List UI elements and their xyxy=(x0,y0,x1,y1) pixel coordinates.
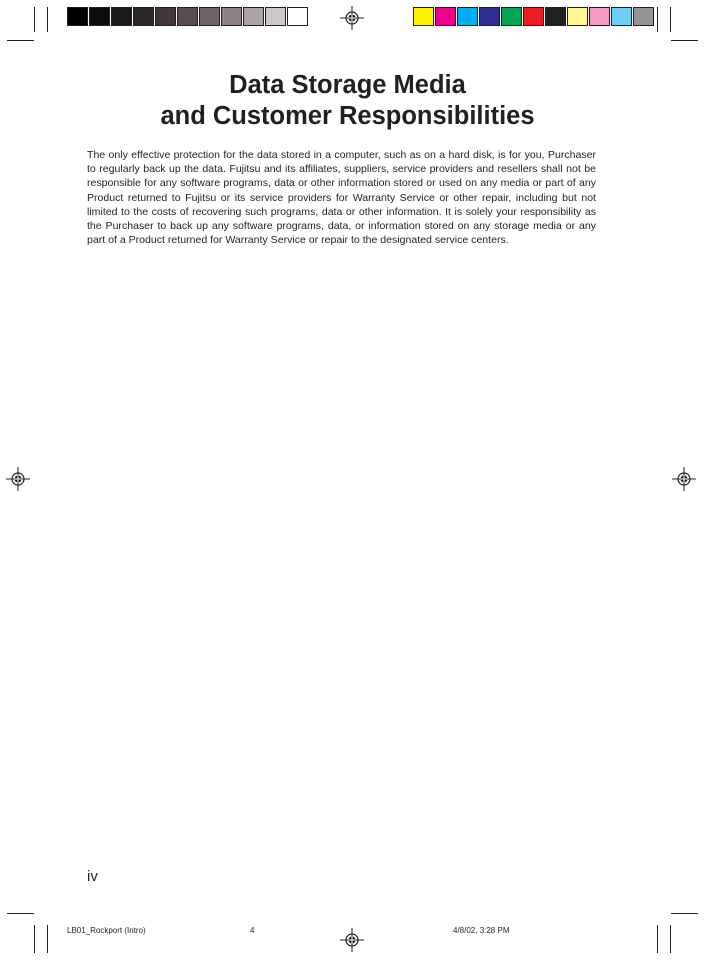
crop-mark xyxy=(671,40,698,41)
color-swatch xyxy=(567,7,588,26)
color-swatch xyxy=(155,7,176,26)
color-swatch xyxy=(265,7,286,26)
color-swatch xyxy=(545,7,566,26)
color-swatch xyxy=(479,7,500,26)
footer-page: 4 xyxy=(250,926,255,935)
footer-timestamp: 4/8/02, 3:28 PM xyxy=(453,926,510,935)
color-swatch xyxy=(287,7,308,26)
registration-mark-icon xyxy=(672,467,696,491)
crop-mark xyxy=(47,925,48,953)
color-swatch xyxy=(413,7,434,26)
color-swatch xyxy=(633,7,654,26)
color-swatch xyxy=(589,7,610,26)
page-number: iv xyxy=(87,868,98,885)
crop-mark xyxy=(34,925,35,953)
color-swatch xyxy=(243,7,264,26)
color-swatch xyxy=(199,7,220,26)
color-swatch xyxy=(89,7,110,26)
crop-mark xyxy=(657,7,658,32)
registration-mark-icon xyxy=(340,6,364,30)
crop-mark xyxy=(670,7,671,32)
color-swatch xyxy=(111,7,132,26)
registration-mark-icon xyxy=(340,928,364,952)
color-swatch xyxy=(611,7,632,26)
color-swatch xyxy=(523,7,544,26)
body-paragraph: The only effective protection for the data stored in a computer, such as on a hard disk, is for you, Purchaser to regularly back up the data. Fujitsu and its affiliates, suppliers, service providers and resellers shall not be responsible for any software programs, data or other information stored or used on any media or part of any Product returned to Fujitsu or its service providers for Warranty Service or other repair, including but not limited to the costs of recovering such programs, data or other information. It is solely your responsibility as the Purchaser to back up any software programs, data, or information stored on any storage media or any part of a Product returned for Warranty Service or repair to the designated service centers. xyxy=(87,149,596,247)
footer-filename: LB01_Rockport (Intro) xyxy=(67,926,146,935)
crop-mark xyxy=(7,40,34,41)
crop-mark xyxy=(670,925,671,953)
crop-mark xyxy=(7,913,34,914)
color-swatch xyxy=(435,7,456,26)
crop-mark xyxy=(34,7,35,32)
page-title xyxy=(60,70,635,132)
crop-mark xyxy=(671,913,698,914)
title-line-1: Data Storage Media xyxy=(229,71,466,99)
crop-mark xyxy=(47,7,48,32)
color-swatch xyxy=(221,7,242,26)
grayscale-color-bar xyxy=(67,7,309,26)
crop-mark xyxy=(657,925,658,953)
color-swatch xyxy=(177,7,198,26)
color-swatch xyxy=(67,7,88,26)
process-color-bar xyxy=(413,7,655,26)
color-swatch xyxy=(133,7,154,26)
registration-mark-icon xyxy=(6,467,30,491)
color-swatch xyxy=(457,7,478,26)
title-line-2: and Customer Responsibilities xyxy=(160,102,535,130)
color-swatch xyxy=(501,7,522,26)
